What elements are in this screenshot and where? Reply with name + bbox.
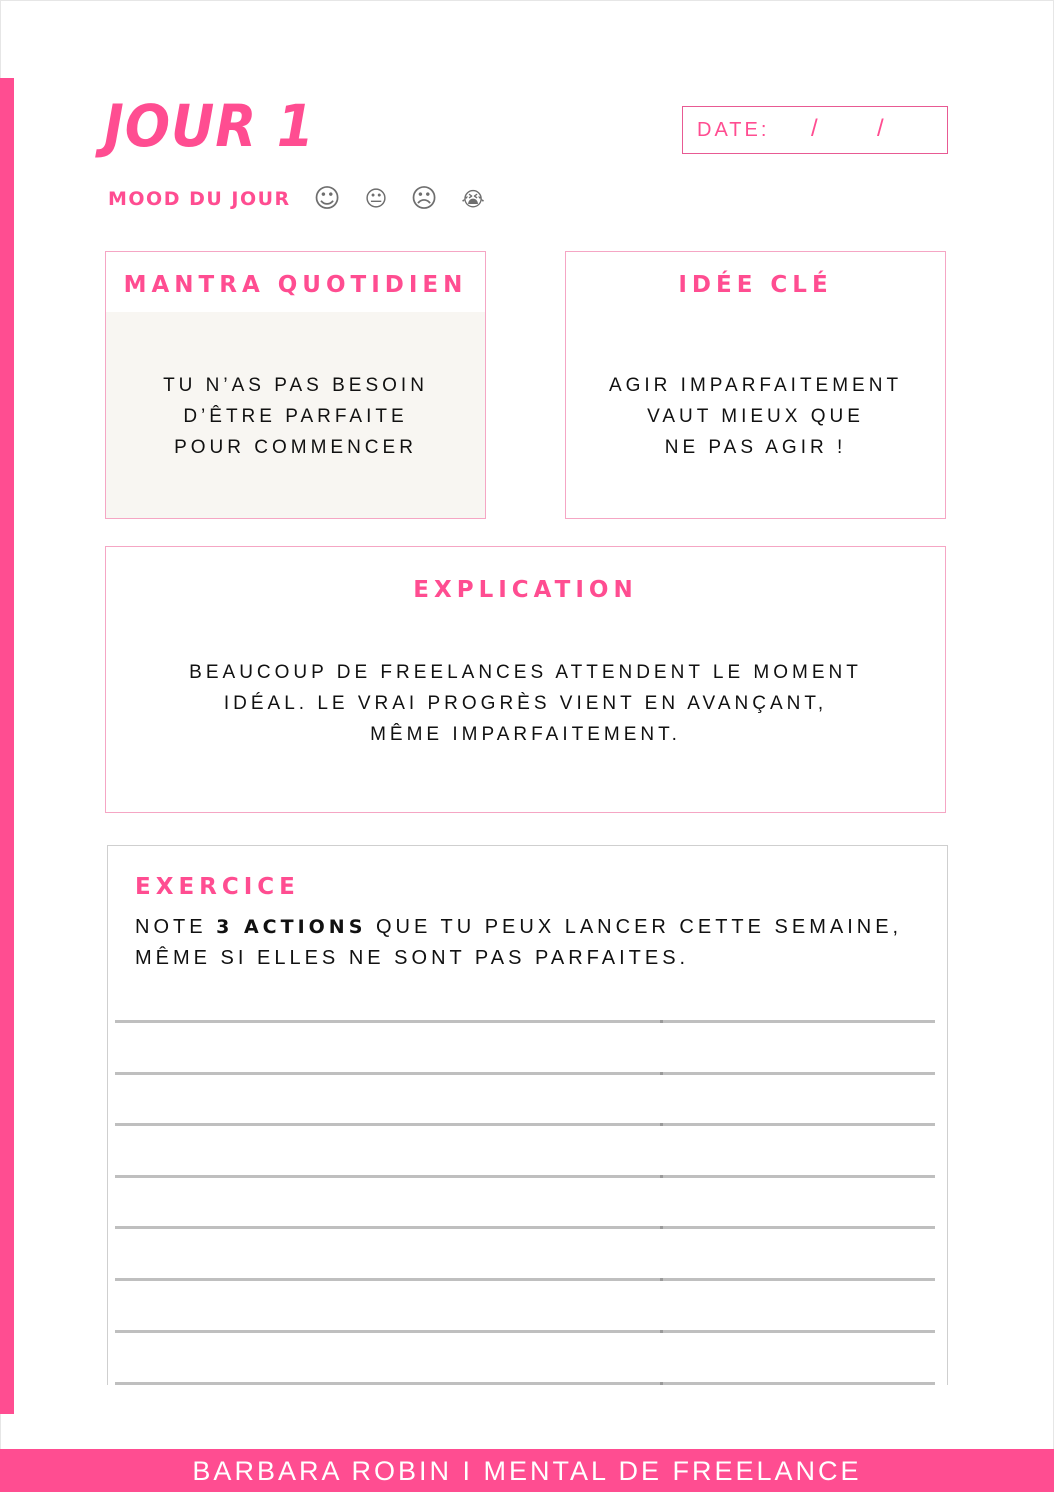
writing-line[interactable] (115, 1072, 935, 1075)
footer-banner: BARBARA ROBIN I MENTAL DE FREELANCE (0, 1449, 1054, 1492)
mantra-box (105, 251, 486, 519)
crying-face-icon[interactable]: 😭 (461, 187, 485, 211)
exercice-text (135, 912, 935, 974)
idee-box (565, 251, 946, 519)
date-separator: / (811, 115, 821, 142)
page-title: JOUR 1 (104, 92, 315, 160)
exercice-box (107, 845, 948, 1385)
mantra-text: TU N’AS PAS BESOIN D’ÊTRE PARFAITE POUR COMMENCER (163, 375, 428, 458)
writing-line[interactable] (115, 1382, 935, 1385)
happy-face-icon[interactable]: ☺ (313, 184, 341, 214)
explication-box (105, 546, 946, 813)
exercice-text-end: QUE TU PEUX LANCER CETTE SEMAINE, MÊME SI ELLES NE SONT PAS PARFAITES. (135, 916, 903, 969)
idee-title: IDÉE CLÉ (678, 272, 833, 298)
mood-label: MOOD DU JOUR (108, 188, 291, 210)
exercice-text-start: NOTE (135, 916, 217, 938)
date-separator: / (877, 115, 887, 142)
writing-line[interactable] (115, 1123, 935, 1126)
exercice-title: EXERCICE (135, 874, 300, 900)
exercice-text-bold: 3 ACTIONS (216, 916, 367, 938)
writing-line[interactable] (115, 1226, 935, 1229)
date-label: DATE: (697, 118, 770, 141)
neutral-face-icon[interactable]: 😐 (364, 186, 388, 212)
writing-line[interactable] (115, 1278, 935, 1281)
mantra-title: MANTRA QUOTIDIEN (123, 272, 468, 298)
date-field[interactable] (682, 106, 948, 154)
sad-face-icon[interactable]: ☹ (410, 184, 438, 214)
explication-title: EXPLICATION (413, 577, 638, 603)
idee-text: AGIR IMPARFAITEMENT VAUT MIEUX QUE NE PAS AGIR ! (608, 375, 903, 458)
writing-line[interactable] (115, 1330, 935, 1333)
writing-line[interactable] (115, 1020, 935, 1023)
explication-text: BEAUCOUP DE FREELANCES ATTENDENT LE MOMENT IDÉAL. LE VRAI PROGRÈS VIENT EN AVANÇANT, MÊME IMPARFAITEMENT. (189, 662, 862, 745)
writing-line[interactable] (115, 1175, 935, 1178)
side-accent-bar (0, 78, 14, 1414)
